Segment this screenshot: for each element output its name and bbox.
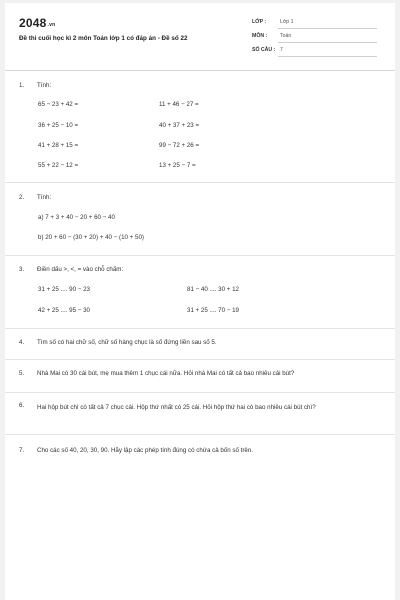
q3-comparison: 31 + 25 .... 70 − 19 xyxy=(187,307,239,314)
question-divider xyxy=(5,182,395,183)
q3-comparison: 31 + 25 .... 90 − 23 xyxy=(38,286,90,293)
q1-expression: 40 + 37 + 23 = xyxy=(159,122,200,129)
question-number: 2. xyxy=(19,194,25,201)
question-count-underline xyxy=(278,56,377,57)
question-number: 5. xyxy=(19,370,25,377)
logo-text: 2048 xyxy=(19,16,47,30)
question-number: 3. xyxy=(19,266,25,273)
question-divider xyxy=(5,434,395,435)
question-number: 4. xyxy=(19,339,25,346)
q1-expression: 65 − 23 + 42 = xyxy=(38,101,79,108)
q1-expression: 13 + 25 − 7 = xyxy=(159,162,196,169)
question-text: Tính: xyxy=(37,194,52,201)
q1-expression: 11 + 46 − 27 = xyxy=(159,101,199,108)
worksheet-page xyxy=(5,3,395,600)
document-title: Đề thi cuối học kì 2 môn Toán lớp 1 có đáp án - Đề số 22 xyxy=(19,35,188,42)
question-divider xyxy=(5,392,395,393)
class-underline xyxy=(278,28,377,29)
question-count-field xyxy=(252,47,377,59)
subject-label: MÔN : xyxy=(252,33,268,39)
class-value: Lớp 1 xyxy=(280,19,294,25)
question-number: 6. xyxy=(19,402,25,409)
q2-part-b: b) 20 + 60 − (30 + 20) + 40 − (10 + 50) xyxy=(38,234,144,241)
question-number: 7. xyxy=(19,447,25,454)
logo-suffix: .vn xyxy=(47,22,56,28)
question-number: 1. xyxy=(19,82,25,89)
question-divider xyxy=(5,359,395,360)
subject-field xyxy=(252,33,377,45)
worksheet-header xyxy=(5,3,395,65)
question-count-label: SỐ CÂU : xyxy=(252,47,276,53)
class-field xyxy=(252,19,377,31)
question-text: Điền dấu >, <, = vào chỗ chấm: xyxy=(37,266,124,273)
question-text: Nhà Mai có 30 cái bút, mẹ mua thêm 1 chục cái nữa. Hỏi nhà Mai có tất cả bao nhiêu cái bút? xyxy=(37,370,295,377)
q1-expression: 41 + 28 + 15 = xyxy=(38,142,79,149)
q3-comparison: 81 − 40 .... 30 + 12 xyxy=(187,286,239,293)
question-divider xyxy=(5,255,395,256)
q2-part-a: a) 7 + 3 + 40 − 20 + 60 − 40 xyxy=(38,214,115,221)
question-divider xyxy=(5,328,395,329)
header-divider xyxy=(5,70,395,71)
question-text: Tính: xyxy=(37,82,52,89)
subject-underline xyxy=(278,42,377,43)
subject-value: Toán xyxy=(280,33,292,39)
q1-expression: 55 + 22 − 12 = xyxy=(38,162,79,169)
q3-comparison: 42 + 25 .... 95 − 30 xyxy=(38,307,90,314)
site-logo[interactable] xyxy=(19,16,55,30)
q1-expression: 36 + 25 − 10 = xyxy=(38,122,79,129)
q1-expression: 99 − 72 + 26 = xyxy=(159,142,200,149)
class-label: LỚP : xyxy=(252,19,267,25)
question-text: Tìm số có hai chữ số, chữ số hàng chục là số đứng liền sau số 5. xyxy=(37,339,217,346)
question-count-value: 7 xyxy=(280,47,283,53)
question-text: Cho các số 40, 20, 30, 90. Hãy lập các phép tính đúng có chứa cả bốn số trên. xyxy=(37,447,254,454)
question-text: Hai hộp bút chì có tất cả 7 chục cái. Hộp thứ nhất có 25 cái. Hỏi hộp thứ hai có bao nhiêu cái bút chì? xyxy=(37,404,316,411)
